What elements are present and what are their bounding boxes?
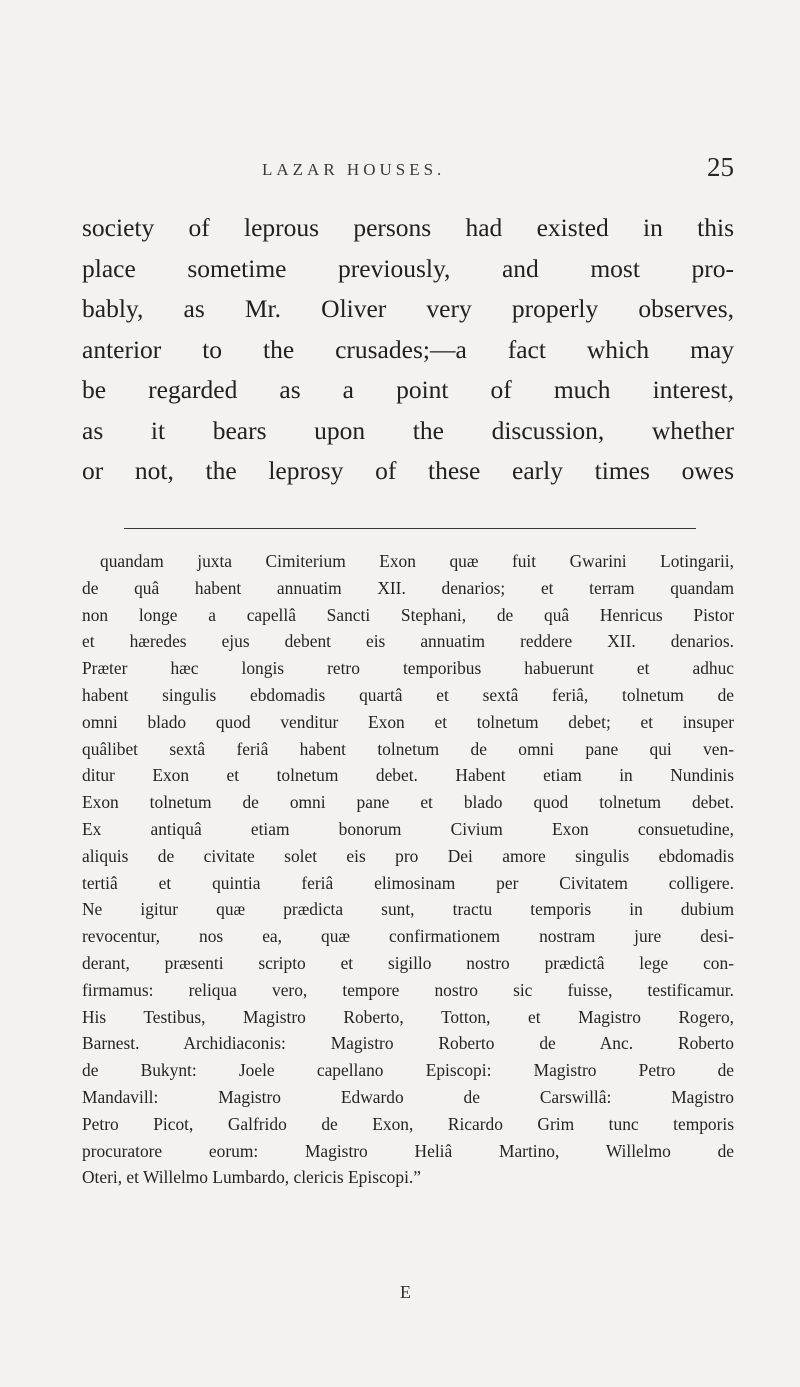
footnote-line: Petro Picot, Galfrido de Exon, Ricardo Grim tunc temporis	[82, 1113, 734, 1134]
footnote-line: Oteri, et Willelmo Lumbardo, clericis Episcopi.”	[82, 1167, 421, 1188]
footnote-rule	[124, 528, 696, 529]
body-line: place sometime previously, and most pro-	[82, 253, 734, 283]
footnote-line: habent singulis ebdomadis quartâ et sextâ feriâ, tolnetum de	[82, 684, 734, 705]
footnote-line: de quâ habent annuatim XII. denarios; et terram quandam	[82, 577, 734, 598]
body-line: anterior to the crusades;—a fact which may	[82, 334, 734, 364]
footnote-line: Præter hæc longis retro temporibus habuerunt et adhuc	[82, 658, 734, 679]
footnote-line: Ne igitur quæ prædicta sunt, tractu temporis in dubium	[82, 899, 734, 920]
footnote-line: quandam juxta Cimiterium Exon quæ fuit Gwarini Lotingarii,	[100, 551, 734, 571]
footnote-line: quâlibet sextâ feriâ habent tolnetum de omni pane qui ven-	[82, 738, 734, 759]
footnote-line: firmamus: reliqua vero, tempore nostro sic fuisse, testificamur.	[82, 979, 734, 1000]
body-text	[82, 208, 734, 492]
footnote-line: non longe a capellâ Sancti Stephani, de quâ Henricus Pistor	[82, 604, 734, 625]
running-head	[82, 152, 734, 192]
footnote-line: procuratore eorum: Magistro Heliâ Martino, Willelmo de	[82, 1140, 734, 1161]
footnote-line: omni blado quod venditur Exon et tolnetum debet; et insuper	[82, 711, 734, 732]
footnote	[82, 548, 734, 1191]
footnote-line: His Testibus, Magistro Roberto, Totton, et Magistro Rogero,	[82, 1006, 734, 1027]
footnote-line: revocentur, nos ea, quæ confirmationem nostram jure desi-	[82, 926, 734, 947]
footnote-line: et hæredes ejus debent eis annuatim reddere XII. denarios.	[82, 631, 734, 652]
body-line: bably, as Mr. Oliver very properly observes,	[82, 294, 734, 323]
body-line: be regarded as a point of much interest,	[82, 375, 734, 404]
signature-mark: E	[400, 1282, 411, 1302]
footnote-line: Barnest. Archidiaconis: Magistro Roberto de Anc. Roberto	[82, 1033, 734, 1054]
body-line: or not, the leprosy of these early times owes	[82, 456, 734, 485]
book-page	[82, 0, 734, 1387]
footnote-line: Exon tolnetum de omni pane et blado quod tolnetum debet.	[82, 792, 734, 813]
running-title: LAZAR HOUSES.	[262, 160, 446, 179]
footnote-line: Mandavill: Magistro Edwardo de Carswillâ: Magistro	[82, 1086, 734, 1107]
footnote-line: aliquis de civitate solet eis pro Dei amore singulis ebdomadis	[82, 845, 734, 866]
footnote-line: Ex antiquâ etiam bonorum Civium Exon consuetudine,	[82, 818, 734, 839]
body-line: as it bears upon the discussion, whether	[82, 415, 734, 445]
footnote-line: ditur Exon et tolnetum debet. Habent etiam in Nundinis	[82, 765, 734, 786]
footnote-line: tertiâ et quintia feriâ elimosinam per Civitatem colligere.	[82, 872, 734, 893]
body-line: society of leprous persons had existed in this	[82, 213, 734, 242]
footnote-line: derant, præsenti scripto et sigillo nostro prædictâ lege con-	[82, 952, 734, 973]
page-number: 25	[707, 152, 734, 182]
footnote-line: de Bukynt: Joele capellano Episcopi: Magistro Petro de	[82, 1060, 734, 1081]
